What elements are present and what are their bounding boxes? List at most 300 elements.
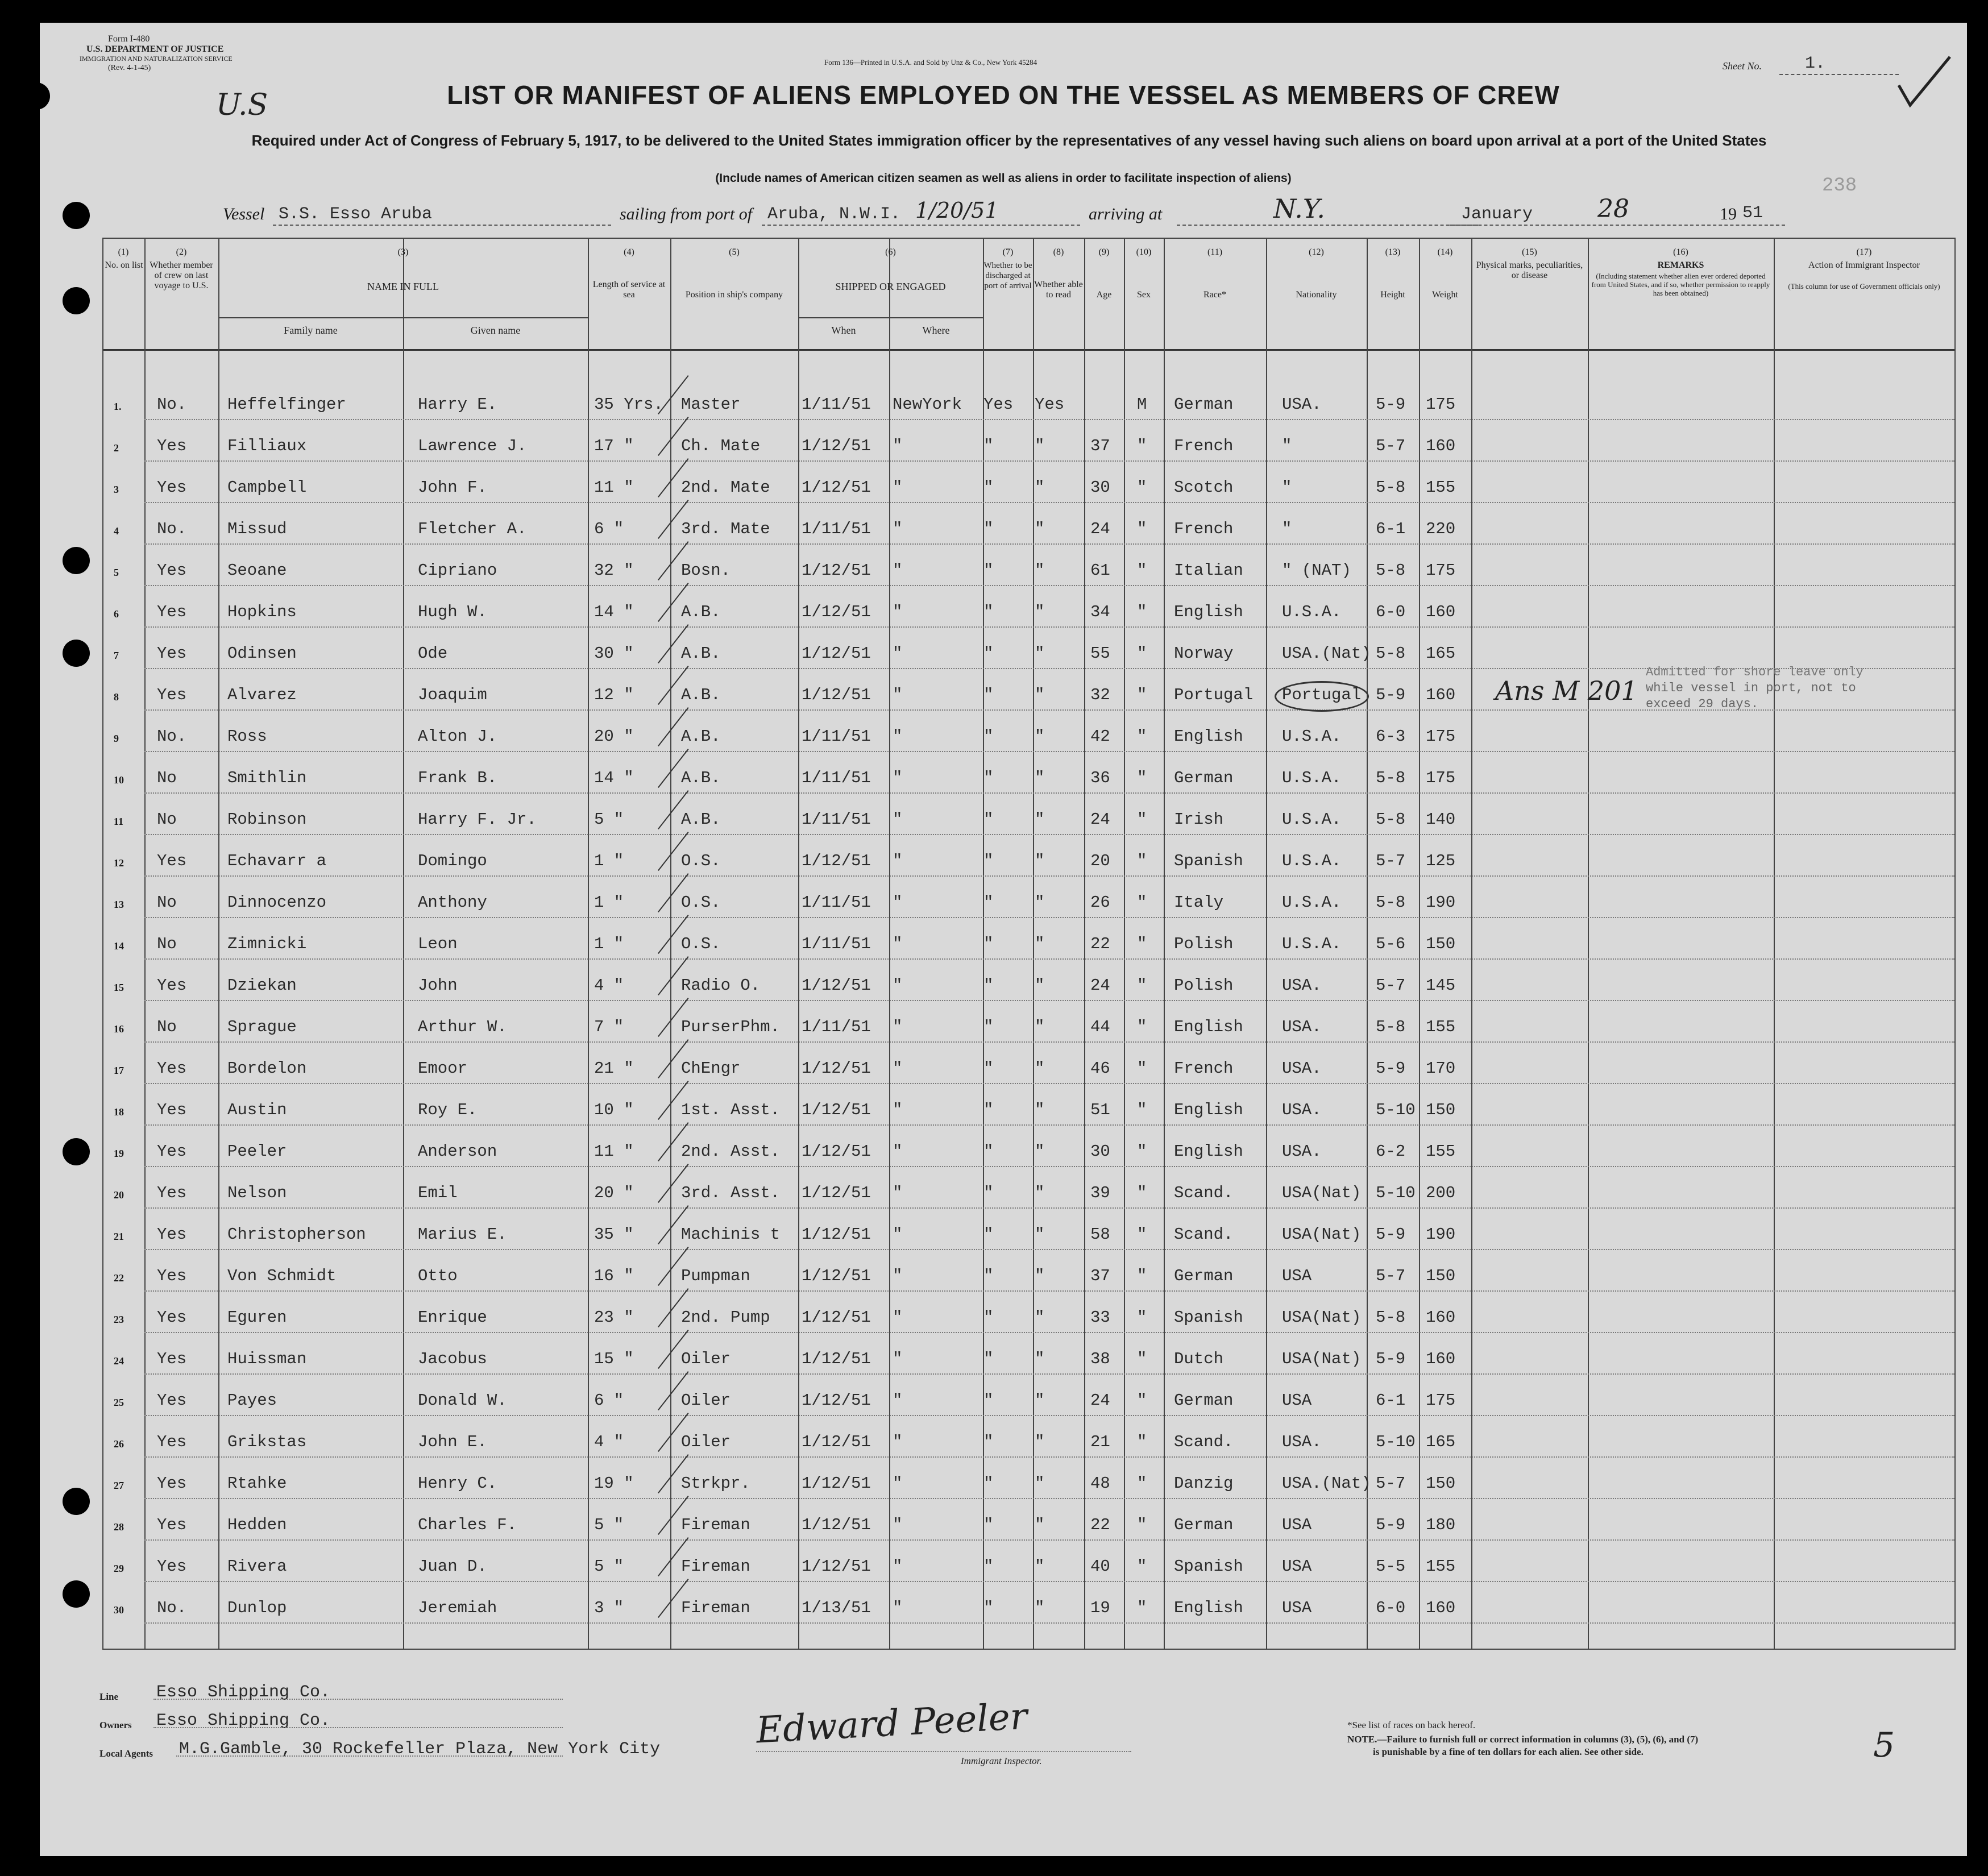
cell-where: NewYork	[893, 395, 962, 414]
cell-height: 5-9	[1376, 1225, 1406, 1244]
cell-weight: 160	[1426, 437, 1456, 455]
cell-weight: 155	[1426, 1018, 1456, 1036]
cell-position: O.S.	[681, 852, 721, 870]
cell-when: 1/12/51	[802, 1433, 871, 1451]
cell-weight: 150	[1426, 1101, 1456, 1119]
arrival-month: January	[1461, 205, 1533, 224]
cell-height: 6-1	[1376, 520, 1406, 538]
cell-weight: 150	[1426, 1474, 1456, 1493]
cell-sex: "	[1137, 1557, 1147, 1576]
cell-weight: 165	[1426, 1433, 1456, 1451]
cell-prev: Yes	[157, 852, 187, 870]
year-suffix: 51	[1742, 204, 1763, 223]
cell-weight: 220	[1426, 520, 1456, 538]
cell-read: "	[1035, 520, 1045, 538]
cell-read: "	[1035, 1225, 1045, 1244]
row-number: 5	[114, 567, 119, 578]
col-header-remarks: REMARKS	[1657, 260, 1704, 270]
cell-given: Otto	[418, 1267, 458, 1285]
cell-sex: "	[1137, 1350, 1147, 1368]
cell-given: Juan D.	[418, 1557, 487, 1576]
cell-disch: "	[983, 1557, 994, 1576]
subtitle-note: (Include names of American citizen seamen as well as aliens in order to facilitate inspection of aliens)	[715, 172, 1292, 185]
cell-height: 6-0	[1376, 603, 1406, 621]
cell-weight: 160	[1426, 1350, 1456, 1368]
col-header-physical: Physical marks, peculiarities, or disease	[1476, 260, 1583, 280]
cell-prev: Yes	[157, 976, 187, 995]
cell-service: 11 "	[594, 1142, 634, 1161]
cell-family: Rtahke	[227, 1474, 287, 1493]
cell-when: 1/13/51	[802, 1599, 871, 1617]
cell-weight: 175	[1426, 395, 1456, 414]
cell-where: "	[893, 1018, 903, 1036]
cell-sex: "	[1137, 1308, 1147, 1327]
cell-height: 5-6	[1376, 935, 1406, 953]
cell-read: "	[1035, 644, 1045, 663]
printer-line: Form 136—Printed in U.S.A. and Sold by Unz & Co., New York 45284	[824, 58, 1037, 67]
cell-read: "	[1035, 437, 1045, 455]
service-name: IMMIGRATION AND NATURALIZATION SERVICE	[80, 55, 233, 63]
subtitle: Required under Act of Congress of February 5, 1917, to be delivered to the United States immigration officer by the representatives of any vessel having such aliens on board upon arrival at a port of the United States	[251, 132, 1767, 149]
cell-sex: "	[1137, 935, 1147, 953]
cell-position: Pumpman	[681, 1267, 750, 1285]
cell-service: 32 "	[594, 561, 634, 580]
cell-family: Dziekan	[227, 976, 297, 995]
col-num: (17)	[1856, 247, 1872, 257]
cell-height: 5-7	[1376, 852, 1406, 870]
form-id: Form I-480	[108, 34, 150, 44]
cell-read: "	[1035, 1391, 1045, 1410]
col-header-family: Family name	[284, 325, 338, 336]
cell-age: 61	[1090, 561, 1110, 580]
cell-given: Jacobus	[418, 1350, 487, 1368]
cell-position: A.B.	[681, 644, 721, 663]
cell-read: "	[1035, 1350, 1045, 1368]
cell-where: "	[893, 1101, 903, 1119]
cell-service: 14 "	[594, 603, 634, 621]
cell-family: Seoane	[227, 561, 287, 580]
col-header-where: Where	[922, 325, 950, 336]
cell-given: John F.	[418, 478, 487, 497]
cell-age: 24	[1090, 810, 1110, 829]
col-num: (8)	[1053, 247, 1064, 257]
arriving-label: arriving at	[1089, 205, 1163, 223]
cell-nat: USA	[1282, 1599, 1312, 1617]
cell-age: 30	[1090, 478, 1110, 497]
col-num: (9)	[1098, 247, 1110, 257]
cell-service: 5 "	[594, 1557, 624, 1576]
cell-age: 33	[1090, 1308, 1110, 1327]
cell-when: 1/12/51	[802, 852, 871, 870]
cell-disch: "	[983, 1267, 994, 1285]
cell-age: 24	[1090, 520, 1110, 538]
cell-where: "	[893, 478, 903, 497]
cell-age: 22	[1090, 935, 1110, 953]
cell-prev: Yes	[157, 1474, 187, 1493]
cell-weight: 140	[1426, 810, 1456, 829]
remark-typed-1: Admitted for shore leave only	[1646, 665, 1864, 679]
cell-prev: Yes	[157, 1557, 187, 1576]
col-num: (7)	[1002, 247, 1014, 257]
cell-sex: "	[1137, 1474, 1147, 1493]
shipping-line: Esso Shipping Co.	[156, 1683, 331, 1702]
cell-when: 1/12/51	[802, 1308, 871, 1327]
cell-disch: "	[983, 1308, 994, 1327]
cell-nat: U.S.A.	[1282, 893, 1342, 912]
row-number: 10	[114, 774, 124, 786]
page-title: LIST OR MANIFEST OF ALIENS EMPLOYED ON THE VESSEL AS MEMBERS OF CREW	[447, 80, 1560, 110]
cell-read: "	[1035, 727, 1045, 746]
row-number: 21	[114, 1231, 124, 1242]
cell-prev: No.	[157, 727, 187, 746]
arrival-day: 28	[1597, 194, 1629, 223]
inspector-label: Immigrant Inspector.	[961, 1755, 1042, 1766]
cell-height: 5-8	[1376, 1018, 1406, 1036]
cell-position: 2nd. Asst.	[681, 1142, 781, 1161]
cell-read: "	[1035, 1308, 1045, 1327]
cell-prev: Yes	[157, 1184, 187, 1202]
cell-where: "	[893, 686, 903, 704]
cell-position: 3rd. Asst.	[681, 1184, 781, 1202]
cell-when: 1/12/51	[802, 1059, 871, 1078]
cell-where: "	[893, 520, 903, 538]
cell-age: 19	[1090, 1599, 1110, 1617]
punch-hole	[63, 202, 90, 229]
cell-prev: Yes	[157, 686, 187, 704]
cell-position: A.B.	[681, 769, 721, 787]
cell-weight: 170	[1426, 1059, 1456, 1078]
cell-disch: Yes	[983, 395, 1014, 414]
cell-service: 30 "	[594, 644, 634, 663]
cell-sex: "	[1137, 520, 1147, 538]
col-num: (1)	[118, 247, 129, 257]
cell-service: 4 "	[594, 1433, 624, 1451]
cell-prev: Yes	[157, 561, 187, 580]
cell-read: "	[1035, 1184, 1045, 1202]
cell-when: 1/12/51	[802, 1350, 871, 1368]
cell-read: "	[1035, 810, 1045, 829]
cell-height: 6-1	[1376, 1391, 1406, 1410]
row-number: 4	[114, 525, 119, 537]
cell-where: "	[893, 1059, 903, 1078]
cell-when: 1/12/51	[802, 1267, 871, 1285]
cell-service: 3 "	[594, 1599, 624, 1617]
page-mark: 5	[1873, 1725, 1895, 1765]
cell-service: 20 "	[594, 727, 634, 746]
cell-race: English	[1174, 1142, 1243, 1161]
cell-weight: 175	[1426, 1391, 1456, 1410]
cell-service: 6 "	[594, 1391, 624, 1410]
cell-read: "	[1035, 1059, 1045, 1078]
cell-disch: "	[983, 520, 994, 538]
cell-given: Hugh W.	[418, 603, 487, 621]
cell-read: "	[1035, 561, 1045, 580]
cell-prev: Yes	[157, 603, 187, 621]
cell-where: "	[893, 1516, 903, 1534]
row-number: 28	[114, 1521, 124, 1533]
cell-age: 20	[1090, 852, 1110, 870]
cell-age: 44	[1090, 1018, 1110, 1036]
row-number: 9	[114, 733, 119, 744]
cell-read: "	[1035, 1018, 1045, 1036]
cell-position: 2nd. Mate	[681, 478, 770, 497]
cell-when: 1/12/51	[802, 1391, 871, 1410]
fine-note-1: NOTE.—Failure to furnish full or correct information in columns (3), (5), (6), and (7)	[1347, 1734, 1699, 1745]
punch-hole	[63, 1138, 90, 1165]
cell-nat: U.S.A.	[1282, 810, 1342, 829]
cell-family: Rivera	[227, 1557, 287, 1576]
manifest-sheet	[40, 23, 1967, 1856]
cell-weight: 150	[1426, 1267, 1456, 1285]
cell-position: 2nd. Pump	[681, 1308, 770, 1327]
cell-family: Nelson	[227, 1184, 287, 1202]
col-header-when: When	[831, 325, 856, 336]
cell-nat: " (NAT)	[1282, 561, 1351, 580]
cell-family: Eguren	[227, 1308, 287, 1327]
cell-race: Scand.	[1174, 1225, 1234, 1244]
row-number: 22	[114, 1272, 124, 1284]
punch-hole	[63, 640, 90, 667]
cell-service: 16 "	[594, 1267, 634, 1285]
year-prefix: 19	[1720, 205, 1737, 223]
cell-height: 5-9	[1376, 1059, 1406, 1078]
cell-where: "	[893, 1225, 903, 1244]
cell-where: "	[893, 1350, 903, 1368]
cell-prev: Yes	[157, 1225, 187, 1244]
cell-disch: "	[983, 437, 994, 455]
cell-race: French	[1174, 1059, 1234, 1078]
cell-weight: 175	[1426, 561, 1456, 580]
cell-nat: USA(Nat)	[1282, 1184, 1362, 1202]
cell-nat: U.S.A.	[1282, 769, 1342, 787]
punch-hole	[63, 1580, 90, 1608]
cell-age: 46	[1090, 1059, 1110, 1078]
cell-family: Odinsen	[227, 644, 297, 663]
cell-where: "	[893, 1184, 903, 1202]
cell-family: Zimnicki	[227, 935, 307, 953]
row-number: 3	[114, 484, 119, 495]
cell-weight: 180	[1426, 1516, 1456, 1534]
cell-service: 15 "	[594, 1350, 634, 1368]
cell-given: Enrique	[418, 1308, 487, 1327]
cell-position: Fireman	[681, 1557, 750, 1576]
cell-prev: No.	[157, 395, 187, 414]
cell-service: 35 "	[594, 1225, 634, 1244]
cell-nat: USA.	[1282, 976, 1322, 995]
cell-read: "	[1035, 1267, 1045, 1285]
cell-disch: "	[983, 1599, 994, 1617]
cell-family: Heffelfinger	[227, 395, 346, 414]
cell-service: 14 "	[594, 769, 634, 787]
cell-age: 37	[1090, 437, 1110, 455]
cell-nat: U.S.A.	[1282, 935, 1342, 953]
cell-read: "	[1035, 1101, 1045, 1119]
col-num: (15)	[1522, 247, 1537, 257]
cell-prev: Yes	[157, 1267, 187, 1285]
cell-prev: Yes	[157, 1059, 187, 1078]
cell-where: "	[893, 727, 903, 746]
col-header-service: Length of service at sea	[592, 280, 666, 300]
cell-disch: "	[983, 686, 994, 704]
cell-when: 1/12/51	[802, 976, 871, 995]
row-number: 6	[114, 608, 119, 620]
cell-read: "	[1035, 893, 1045, 912]
cell-sex: "	[1137, 1391, 1147, 1410]
cell-age: 21	[1090, 1433, 1110, 1451]
row-number: 1.	[114, 401, 122, 412]
cell-age: 38	[1090, 1350, 1110, 1368]
cell-read: "	[1035, 1557, 1045, 1576]
cell-prev: Yes	[157, 1308, 187, 1327]
cell-disch: "	[983, 1225, 994, 1244]
departure-port: Aruba, N.W.I.	[767, 205, 901, 224]
col-header-action: Action of Immigrant Inspector	[1808, 260, 1920, 270]
cell-read: Yes	[1035, 395, 1065, 414]
cell-nat: USA.	[1282, 1101, 1322, 1119]
handwritten-mark: U.S	[216, 88, 268, 122]
cell-weight: 190	[1426, 893, 1456, 912]
cell-position: Fireman	[681, 1516, 750, 1534]
col-header-remarks-note: (Including statement whether alien ever ordered deported from United States, and if so, whether permission to reapply has been obtained)	[1591, 272, 1770, 297]
cell-disch: "	[983, 1018, 994, 1036]
col-num: (10)	[1136, 247, 1152, 257]
cell-where: "	[893, 810, 903, 829]
cell-family: Sprague	[227, 1018, 297, 1036]
cell-position: A.B.	[681, 727, 721, 746]
cell-service: 35 Yrs.	[594, 395, 663, 414]
cell-prev: No	[157, 893, 177, 912]
col-num: (12)	[1309, 247, 1324, 257]
cell-when: 1/12/51	[802, 478, 871, 497]
cell-when: 1/12/51	[802, 1225, 871, 1244]
cell-position: Strkpr.	[681, 1474, 750, 1493]
cell-height: 5-7	[1376, 1474, 1406, 1493]
cell-disch: "	[983, 1142, 994, 1161]
cell-family: Bordelon	[227, 1059, 307, 1078]
cell-nat: Portugal	[1282, 686, 1362, 704]
col-num: (14)	[1437, 247, 1453, 257]
cell-service: 5 "	[594, 810, 624, 829]
row-number: 19	[114, 1148, 124, 1159]
cell-family: Smithlin	[227, 769, 307, 787]
cell-where: "	[893, 1557, 903, 1576]
cell-disch: "	[983, 1350, 994, 1368]
cell-position: Master	[681, 395, 741, 414]
cell-position: Machinis t	[681, 1225, 781, 1244]
cell-given: Joaquim	[418, 686, 487, 704]
cell-height: 5-9	[1376, 686, 1406, 704]
fine-note-2: is punishable by a fine of ten dollars for each alien. See other side.	[1373, 1746, 1643, 1757]
cell-nat: USA(Nat)	[1282, 1350, 1362, 1368]
cell-read: "	[1035, 852, 1045, 870]
cell-given: Harry E.	[418, 395, 497, 414]
cell-when: 1/11/51	[802, 520, 871, 538]
cell-sex: "	[1137, 1225, 1147, 1244]
cell-sex: "	[1137, 1516, 1147, 1534]
cell-when: 1/11/51	[802, 727, 871, 746]
cell-given: Lawrence J.	[418, 437, 527, 455]
cell-race: German	[1174, 769, 1234, 787]
cell-read: "	[1035, 1599, 1045, 1617]
cell-given: Fletcher A.	[418, 520, 527, 538]
cell-family: Missud	[227, 520, 287, 538]
row-number: 12	[114, 857, 124, 869]
cell-prev: Yes	[157, 1391, 187, 1410]
cell-family: Dinnocenzo	[227, 893, 327, 912]
cell-given: Marius E.	[418, 1225, 507, 1244]
cell-nat: "	[1282, 478, 1292, 497]
row-number: 7	[114, 650, 119, 661]
cell-nat: USA.	[1282, 395, 1322, 414]
cell-sex: "	[1137, 1018, 1147, 1036]
cell-where: "	[893, 976, 903, 995]
cell-height: 5-7	[1376, 1267, 1406, 1285]
races-note: *See list of races on back hereof.	[1347, 1720, 1476, 1730]
cell-family: Von Schmidt	[227, 1267, 337, 1285]
cell-disch: "	[983, 603, 994, 621]
cell-service: 23 "	[594, 1308, 634, 1327]
cell-given: Henry C.	[418, 1474, 497, 1493]
remark-handwritten: Ans M 201	[1495, 675, 1638, 706]
cell-when: 1/12/51	[802, 1557, 871, 1576]
cell-race: Spanish	[1174, 1308, 1243, 1327]
sheet-label: Sheet No.	[1723, 60, 1762, 72]
cell-weight: 155	[1426, 1557, 1456, 1576]
col-header-discharge: Whether to be discharged at port of arrival	[983, 261, 1032, 290]
cell-prev: Yes	[157, 644, 187, 663]
cell-position: A.B.	[681, 686, 721, 704]
cell-family: Hedden	[227, 1516, 287, 1534]
cell-service: 1 "	[594, 852, 624, 870]
cell-family: Grikstas	[227, 1433, 307, 1451]
cell-service: 4 "	[594, 976, 624, 995]
row-number: 29	[114, 1563, 124, 1574]
cell-nat: USA.(Nat)	[1282, 1474, 1371, 1493]
cell-given: Emil	[418, 1184, 458, 1202]
cell-given: Arthur W.	[418, 1018, 507, 1036]
cell-weight: 125	[1426, 852, 1456, 870]
department: U.S. DEPARTMENT OF JUSTICE	[86, 44, 224, 54]
cell-race: German	[1174, 1391, 1234, 1410]
cell-given: Emoor	[418, 1059, 468, 1078]
cell-sex: "	[1137, 603, 1147, 621]
cell-sex: "	[1137, 1267, 1147, 1285]
row-number: 11	[114, 816, 124, 827]
cell-prev: No	[157, 935, 177, 953]
cell-age: 24	[1090, 976, 1110, 995]
cell-height: 6-3	[1376, 727, 1406, 746]
cell-age: 26	[1090, 893, 1110, 912]
cell-service: 6 "	[594, 520, 624, 538]
row-number: 27	[114, 1480, 124, 1491]
cell-position: Oiler	[681, 1433, 731, 1451]
cell-prev: No.	[157, 1599, 187, 1617]
cell-weight: 155	[1426, 1142, 1456, 1161]
cell-family: Echavarr a	[227, 852, 327, 870]
cell-disch: "	[983, 1516, 994, 1534]
cell-race: Spanish	[1174, 852, 1243, 870]
cell-sex: "	[1137, 561, 1147, 580]
cell-read: "	[1035, 1516, 1045, 1534]
cell-height: 5-5	[1376, 1557, 1406, 1576]
cell-position: Fireman	[681, 1599, 750, 1617]
cell-read: "	[1035, 1142, 1045, 1161]
cell-family: Hopkins	[227, 603, 297, 621]
col-num: (6)	[885, 247, 896, 257]
cell-where: "	[893, 1474, 903, 1493]
cell-disch: "	[983, 769, 994, 787]
cell-disch: "	[983, 893, 994, 912]
